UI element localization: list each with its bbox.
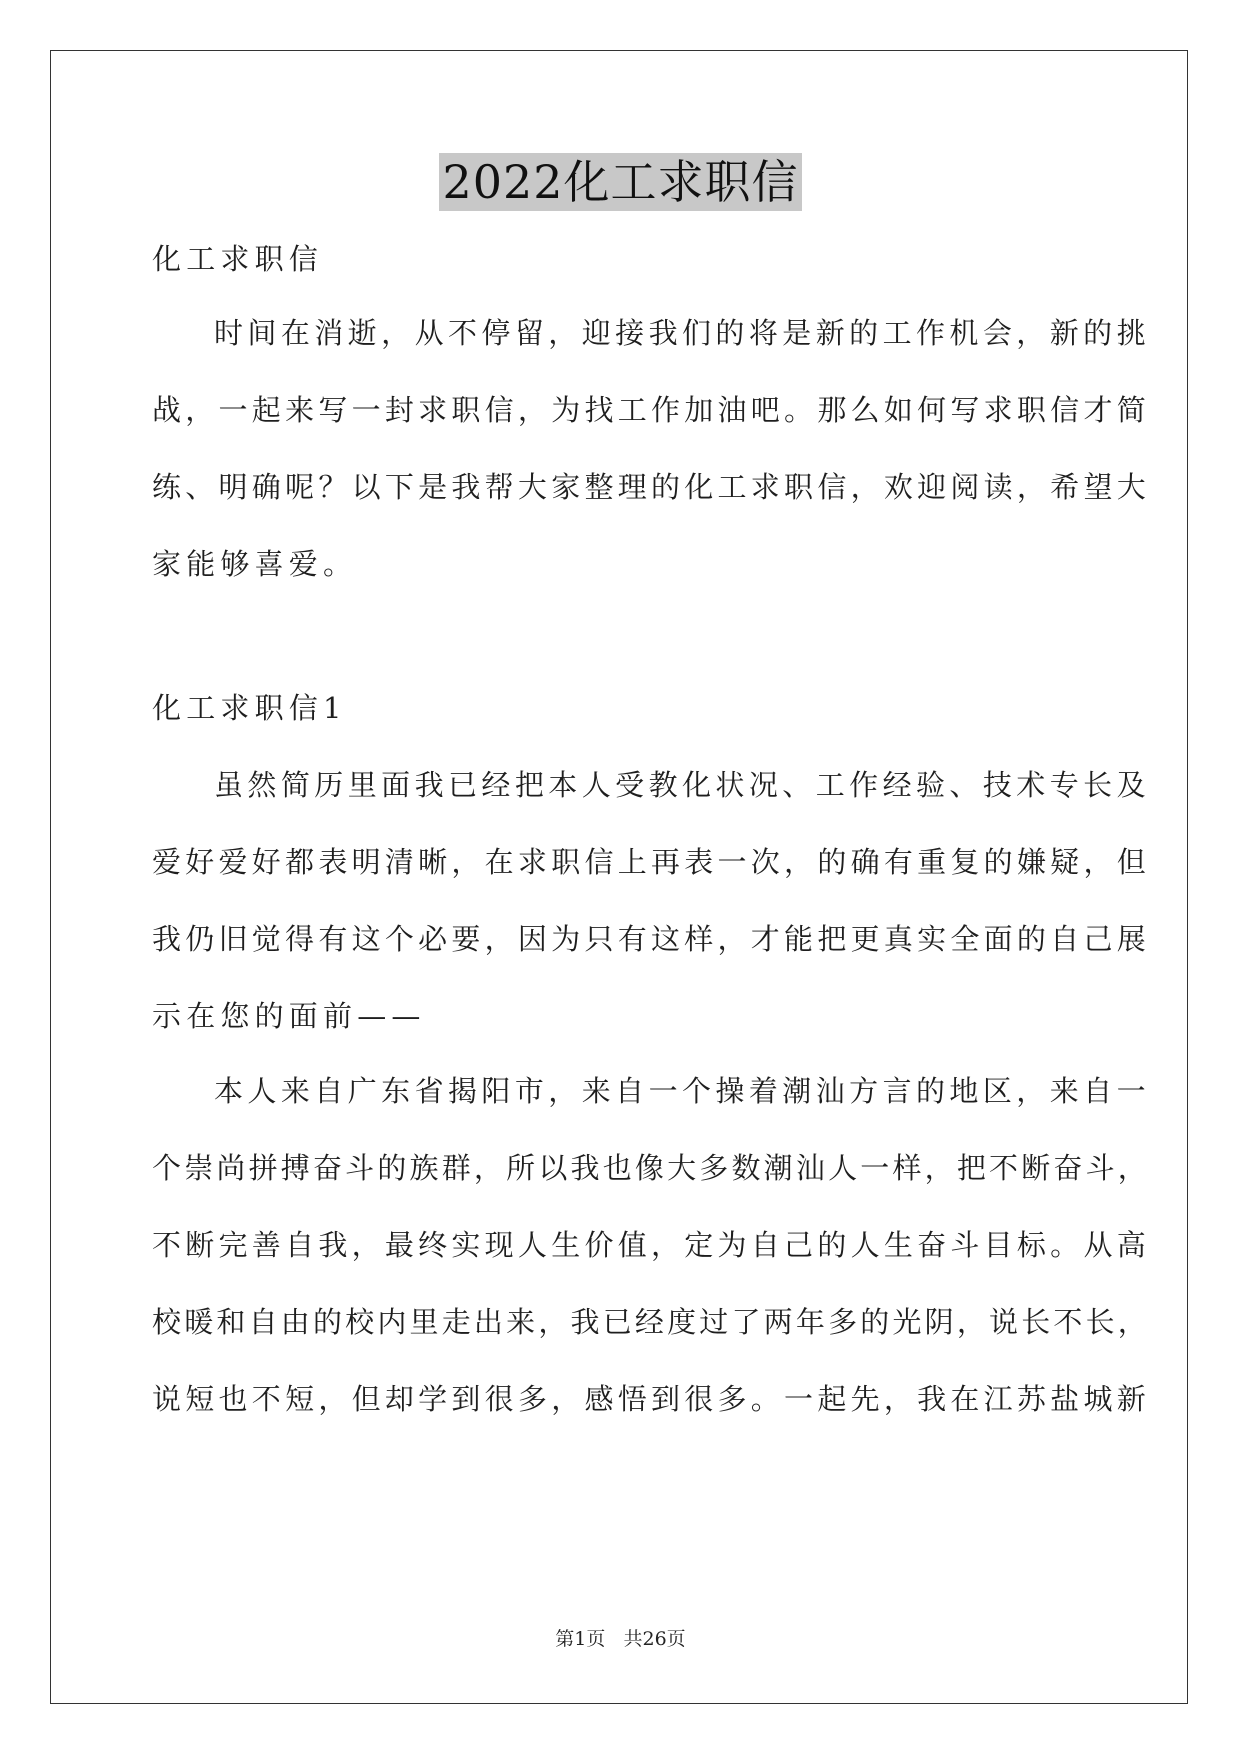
paragraph-line: 示在您的面前—— xyxy=(152,999,426,1033)
paragraph-line: 战，一起来写一封求职信，为找工作加油吧。那么如何写求职信才简 xyxy=(152,393,1150,427)
paragraph-line: 时间在消逝，从不停留，迎接我们的将是新的工作机会，新的挑 xyxy=(214,316,1150,350)
paragraph-line: 练、明确呢？以下是我帮大家整理的化工求职信，欢迎阅读，希望大 xyxy=(152,470,1150,504)
paragraph-line: 本人来自广东省揭阳市，来自一个操着潮汕方言的地区，来自一 xyxy=(214,1074,1150,1108)
page-indicator: 第1页 共26页 xyxy=(555,1628,686,1650)
paragraph-line: 我仍旧觉得有这个必要，因为只有这样，才能把更真实全面的自己展 xyxy=(152,922,1150,956)
section-heading: 化工求职信1 xyxy=(152,691,347,725)
paragraph-line: 家能够喜爱。 xyxy=(152,547,358,581)
document-title: 2022化工求职信 xyxy=(439,153,801,211)
paragraph-line: 说短也不短，但却学到很多，感悟到很多。一起先，我在江苏盐城新 xyxy=(152,1382,1150,1416)
paragraph-line: 爱好爱好都表明清晰，在求职信上再表一次，的确有重复的嫌疑，但 xyxy=(152,845,1150,879)
paragraph-line: 不断完善自我，最终实现人生价值，定为自己的人生奋斗目标。从高 xyxy=(152,1228,1150,1262)
paragraph-line: 个崇尚拼搏奋斗的族群，所以我也像大多数潮汕人一样，把不断奋斗， xyxy=(152,1151,1150,1185)
paragraph-line: 虽然简历里面我已经把本人受教化状况、工作经验、技术专长及 xyxy=(214,768,1150,802)
title-container xyxy=(0,153,1241,211)
paragraph-line: 校暖和自由的校内里走出来，我已经度过了两年多的光阴，说长不长， xyxy=(152,1305,1150,1339)
subtitle-line: 化工求职信 xyxy=(152,242,324,276)
